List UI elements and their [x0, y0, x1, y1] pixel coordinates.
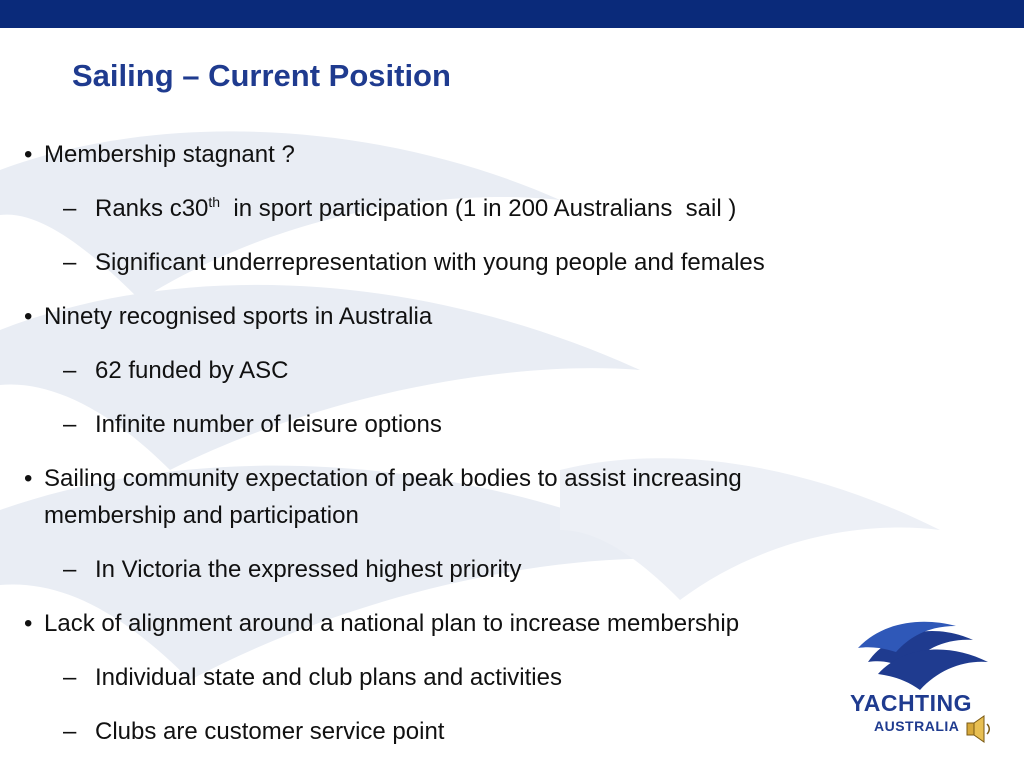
sub-bullet-marker: – [63, 718, 77, 745]
superscript: th [208, 194, 221, 210]
speaker-icon[interactable] [964, 712, 994, 746]
bullet-text: Membership stagnant ? [44, 141, 295, 168]
sub-bullet-text: in sport participation (1 in 200 Australians sail ) [220, 195, 737, 222]
sub-bullet-marker: – [63, 411, 77, 438]
bullet-item [24, 302, 433, 332]
sub-bullet-text: In Victoria the expressed highest priority [95, 556, 522, 583]
sub-bullet-text: Infinite number of leisure options [95, 411, 442, 438]
bullet-text: Ninety recognised sports in Australia [44, 303, 433, 330]
bullet-marker: • [24, 303, 33, 330]
sub-bullet-item [63, 663, 562, 693]
bullet-item [24, 464, 742, 494]
bullet-item [24, 140, 295, 170]
sub-bullet-text: Clubs are customer service point [95, 718, 445, 745]
sub-bullet-item [63, 717, 445, 747]
sub-bullet-marker: – [63, 249, 77, 276]
sub-bullet-item [63, 555, 522, 585]
sub-bullet-text: Ranks c30 [95, 195, 209, 222]
sub-bullet-text: Individual state and club plans and activities [95, 664, 562, 691]
sub-bullet-marker: – [63, 556, 77, 583]
sub-bullet-item [63, 356, 289, 386]
bullet-marker: • [24, 610, 33, 637]
sub-bullet-marker: – [63, 664, 77, 691]
sub-bullet-text: 62 funded by ASC [95, 357, 289, 384]
bullet-text: Sailing community expectation of peak bodies to assist increasing [44, 465, 742, 492]
logo-text-yachting: YACHTING [850, 690, 972, 716]
bullet-text: membership and participation [44, 502, 359, 529]
sub-bullet-item [63, 248, 765, 278]
bullet-marker: • [24, 465, 33, 492]
bullet-item-continuation [44, 501, 359, 531]
sub-bullet-marker: – [63, 195, 77, 222]
logo-text-australia: AUSTRALIA [874, 718, 960, 734]
slide-title: Sailing – Current Position [72, 58, 451, 93]
bullet-text: Lack of alignment around a national plan to increase membership [44, 610, 740, 637]
bullet-item [24, 609, 740, 639]
sub-bullet-item [63, 194, 737, 224]
sub-bullet-text: Significant underrepresentation with young people and females [95, 249, 765, 276]
sub-bullet-marker: – [63, 357, 77, 384]
sub-bullet-item [63, 410, 442, 440]
bullet-marker: • [24, 141, 33, 168]
